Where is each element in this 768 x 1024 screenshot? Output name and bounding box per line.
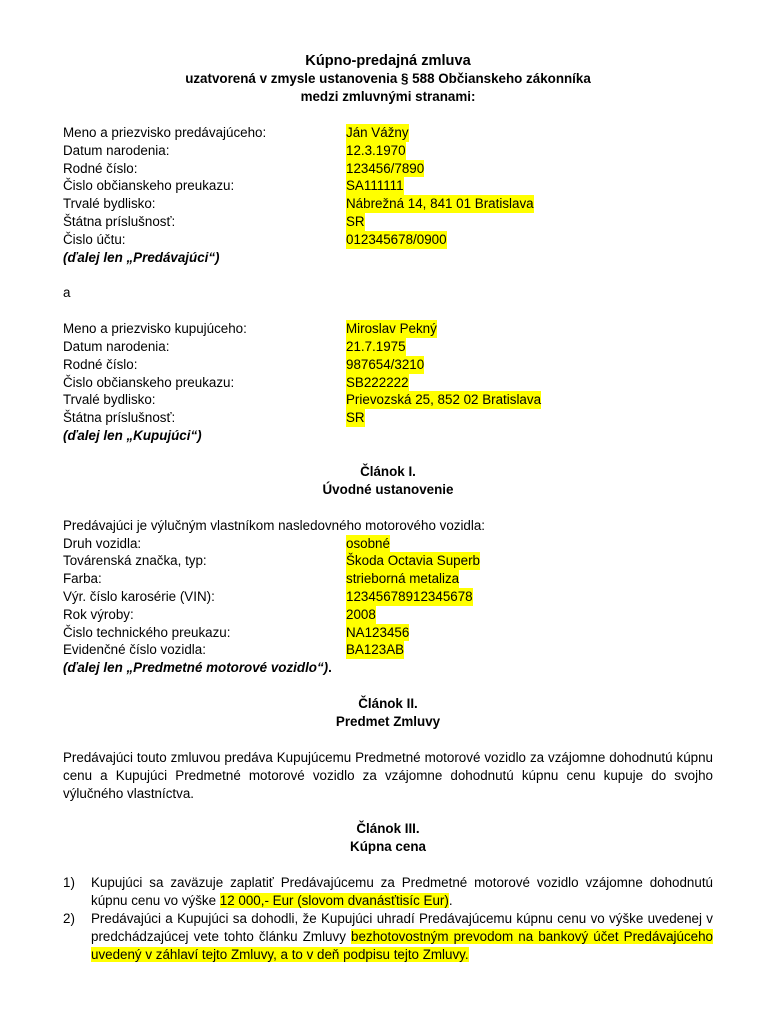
field-label: Evidenčné číslo vozidla: — [63, 642, 206, 658]
article-2-text: Predávajúci touto zmluvou predáva Kupujúcemu Predmetné motorové vozidlo za vzájomne dohodnutú kúpnu cenu a Kupujúci Predmetné motorové vozidlo za vzájomne dohodnutú kúpnu cenu kupuje do svojho výlučného vlastníctva. — [63, 749, 713, 801]
buyer-row — [63, 374, 713, 392]
field-label: Čislo účtu: — [63, 231, 126, 247]
article-1-intro: Predávajúci je výlučným vlastníkom nasledovného motorového vozidla: — [63, 517, 486, 533]
field-label: Rodné číslo: — [63, 356, 138, 372]
seller-alias: (ďalej len „Predávajúci“) — [63, 249, 220, 265]
seller-row — [63, 177, 713, 195]
field-value: osobné — [346, 535, 390, 551]
field-label: Druh vozidla: — [63, 535, 142, 551]
vehicle-alias-text: (ďalej len „Predmetné motorové vozidlo“) — [63, 660, 329, 676]
article-2-name: Predmet Zmluvy — [335, 713, 441, 729]
and-word: a — [63, 285, 71, 301]
list-item — [63, 874, 713, 910]
contract-page — [63, 52, 713, 963]
field-label: Meno a priezvisko predávajúceho: — [63, 125, 267, 140]
seller-details — [63, 124, 713, 266]
field-value: 21.7.1975 — [346, 338, 406, 354]
field-value: SB222222 — [346, 374, 409, 390]
field-value: strieborná metaliza — [346, 571, 460, 587]
article-3-heading: Článok III. — [356, 821, 420, 837]
seller-row — [63, 195, 713, 213]
field-value: BA123AB — [346, 642, 405, 658]
vehicle-row — [63, 570, 713, 588]
field-value: NA123456 — [346, 624, 410, 640]
article-1-name: Úvodné ustanovenie — [322, 481, 454, 497]
list-number: 1) — [63, 875, 75, 891]
buyer-row — [63, 409, 713, 427]
field-label: Rodné číslo: — [63, 160, 138, 176]
field-label: Meno a priezvisko kupujúceho: — [63, 321, 247, 337]
seller-row — [63, 124, 713, 142]
price-text-end: . — [448, 893, 453, 909]
article-1-heading: Článok I. — [360, 463, 416, 479]
field-value: Nábrežná 14, 841 01 Bratislava — [346, 196, 534, 212]
field-label: Datum narodenia: — [63, 142, 170, 158]
buyer-row — [63, 391, 713, 409]
field-value: SA111111 — [346, 178, 404, 194]
vehicle-row — [63, 588, 713, 606]
field-value: 2008 — [346, 606, 376, 622]
field-value: 12345678912345678 — [346, 588, 473, 604]
article-2-heading: Článok II. — [358, 695, 418, 711]
field-label: Štátna príslušnosť: — [63, 410, 176, 426]
seller-row — [63, 160, 713, 178]
buyer-alias: (ďalej len „Kupujúci“) — [63, 427, 202, 443]
vehicle-row — [63, 606, 713, 624]
payment-method: bezhotovostným prevodom na bankový účet Predávajúceho uvedený v záhlaví tejto Zmluvy, a to v deň podpisu tejto Zmluvy. — [91, 928, 713, 962]
document-title: Kúpno-predajná zmluva — [305, 53, 471, 69]
buyer-row — [63, 356, 713, 374]
list-item — [63, 910, 713, 963]
field-label: Trvalé bydlisko: — [63, 392, 156, 408]
vehicle-row — [63, 535, 713, 553]
field-label: Výr. číslo karosérie (VIN): — [63, 588, 215, 604]
vehicle-row — [63, 624, 713, 642]
vehicle-row — [63, 552, 713, 570]
price-text: Kupujúci sa zaväzuje zaplatiť Predávajúcemu za Predmetné motorové vozidlo vzájomne dohodnutú kúpnu cenu vo výške — [91, 875, 713, 909]
article-3-name: Kúpna cena — [350, 839, 426, 855]
field-label: Čislo občianskeho preukazu: — [63, 374, 235, 390]
field-value: Ján Vážny — [346, 125, 409, 140]
field-value: 012345678/0900 — [346, 231, 447, 247]
field-label: Čislo technického preukazu: — [63, 624, 231, 640]
buyer-row — [63, 338, 713, 356]
seller-row — [63, 231, 713, 249]
field-value: 123456/7890 — [346, 160, 425, 176]
field-value: Miroslav Pekný — [346, 321, 437, 337]
buyer-row — [63, 320, 713, 338]
document-subtitle: uzatvorená v zmysle ustanovenia § 588 Občianskeho zákonníka — [185, 71, 591, 86]
field-label: Datum narodenia: — [63, 338, 170, 354]
seller-row — [63, 213, 713, 231]
field-label: Továrenská značka, typ: — [63, 553, 207, 569]
field-value: Škoda Octavia Superb — [346, 553, 480, 569]
field-label: Čislo občianskeho preukazu: — [63, 178, 235, 194]
vehicle-row — [63, 641, 713, 659]
price-terms-list — [63, 874, 713, 963]
vehicle-alias — [63, 659, 713, 677]
field-label: Trvalé bydlisko: — [63, 196, 156, 212]
field-value: 987654/3210 — [346, 356, 425, 372]
seller-row — [63, 142, 713, 160]
field-value: 12.3.1970 — [346, 142, 406, 158]
parties-intro: medzi zmluvnými stranami: — [300, 89, 476, 104]
buyer-details — [63, 320, 713, 445]
field-value: SR — [346, 410, 365, 426]
field-value: Prievozská 25, 852 02 Bratislava — [346, 392, 542, 408]
field-label: Štátna príslušnosť: — [63, 213, 176, 229]
vehicle-details — [63, 535, 713, 677]
field-label: Rok výroby: — [63, 606, 134, 622]
field-value: SR — [346, 213, 365, 229]
field-label: Farba: — [63, 571, 102, 587]
payment-text: Predávajúci a Kupujúci sa dohodli, že Kupujúci uhradí Predávajúcemu kúpnu cenu vo výške uvedenej v predchádzajúcej vete tohto článku Zmluvy — [91, 910, 713, 944]
vehicle-alias-end: . — [328, 660, 332, 676]
list-number: 2) — [63, 910, 75, 926]
price-amount: 12 000,- Eur (slovom dvanásťtisíc Eur) — [219, 893, 449, 909]
